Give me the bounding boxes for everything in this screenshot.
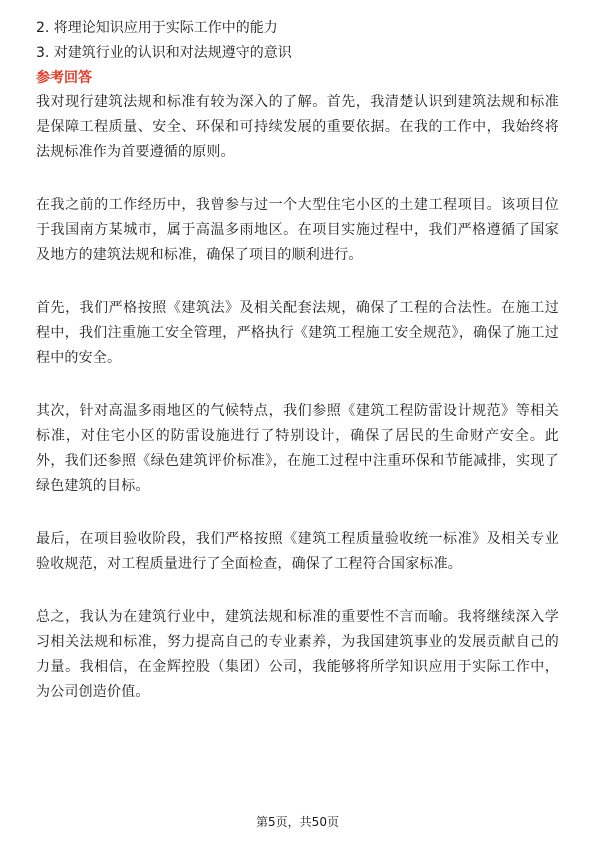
list-item-3: 3. 对建筑行业的认识和对法规遵守的意识 xyxy=(36,45,292,61)
paragraph-4: 其次，针对高温多雨地区的气候特点，我们参照《建筑工程防雷设计规范》等相关标准，对住宅小区的防雷设施进行了特别设计，确保了居民的生命财产安全。此外，我们还参照《绿色建筑评价标准》，在施工过程中注重环保和节能减排，实现了绿色建筑的目标。 xyxy=(36,403,559,494)
section-heading-reference-answer: 参考回答 xyxy=(36,70,92,86)
list-item-2: 2. 将理论知识应用于实际工作中的能力 xyxy=(36,20,278,36)
paragraph-5: 最后，在项目验收阶段，我们严格按照《建筑工程质量验收统一标准》及相关专业验收规范，对工程质量进行了全面检查，确保了工程符合国家标准。 xyxy=(36,531,559,572)
page-number-footer: 第5页，共50页 xyxy=(256,815,339,829)
paragraph-2: 在我之前的工作经历中，我曾参与过一个大型住宅小区的土建工程项目。该项目位于我国南方某城市，属于高温多雨地区。在项目实施过程中，我们严格遵循了国家及地方的建筑法规和标准，确保了项目的顺利进行。 xyxy=(36,197,559,263)
paragraph-6: 总之，我认为在建筑行业中，建筑法规和标准的重要性不言而喻。我将继续深入学习相关法规和标准，努力提高自己的专业素养，为我国建筑事业的发展贡献自己的力量。我相信，在金辉控股（集团）公司，我能够将所学知识应用于实际工作中，为公司创造价值。 xyxy=(36,609,559,700)
document-page xyxy=(36,18,559,705)
paragraph-1: 我对现行建筑法规和标准有较为深入的了解。首先，我清楚认识到建筑法规和标准是保障工程质量、安全、环保和可持续发展的重要依据。在我的工作中，我始终将法规标准作为首要遵循的原则。 xyxy=(36,94,559,160)
paragraph-3: 首先，我们严格按照《建筑法》及相关配套法规，确保了工程的合法性。在施工过程中，我们注重施工安全管理，严格执行《建筑工程施工安全规范》，确保了施工过程中的安全。 xyxy=(36,300,559,366)
